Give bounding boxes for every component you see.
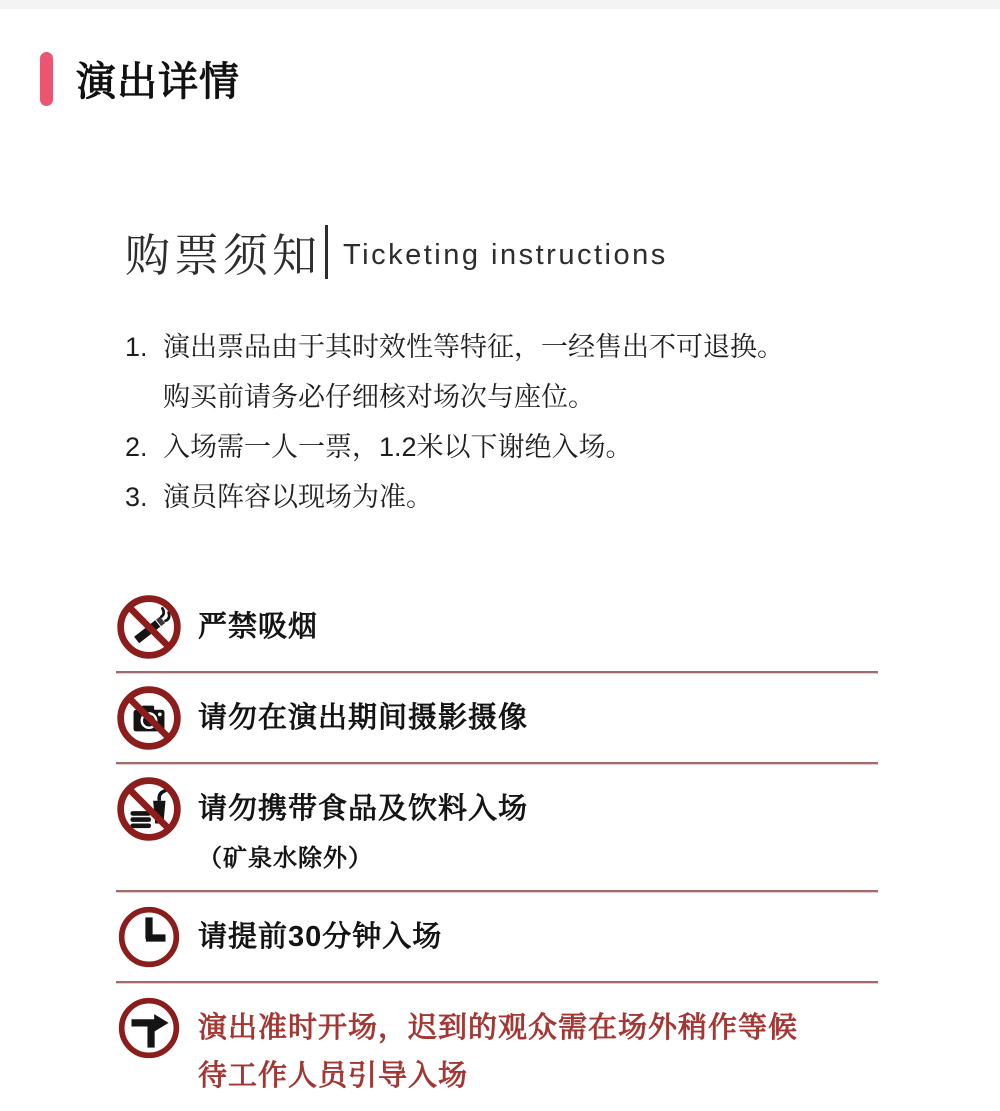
- page-header: [40, 50, 1000, 107]
- notice-list: [116, 582, 878, 1111]
- ticketing-instructions-section: [125, 219, 1000, 1111]
- rule-text: 入场需一人一票，1.2米以下谢绝入场。: [163, 432, 633, 462]
- notice-row-late-entry: [116, 983, 878, 1111]
- rule-text: 演出票品由于其时效性等特征，一经售出不可退换。: [163, 332, 784, 362]
- notice-row-no-smoking: [116, 582, 878, 673]
- notice-text: 请勿携带食品及饮料入场: [198, 793, 529, 825]
- accent-bar: [40, 52, 53, 106]
- no-smoking-icon: [116, 594, 182, 660]
- notice-row-no-camera: [116, 673, 878, 764]
- rules-list: [125, 322, 1000, 522]
- top-strip: [0, 0, 1000, 9]
- notice-text: 严禁吸烟: [198, 611, 319, 643]
- rule-number: 3.: [125, 482, 148, 512]
- rule-number: 1.: [125, 332, 148, 362]
- no-food-drink-icon: [116, 776, 182, 842]
- notice-text: 请勿在演出期间摄影摄像: [198, 702, 529, 734]
- notice-subtext: （矿泉水除外）: [198, 845, 373, 872]
- rule-item-3: [125, 472, 1000, 522]
- vertical-divider: [325, 225, 328, 279]
- section-title-cn: 购票须知: [125, 230, 322, 281]
- section-title-en: Ticketing instructions: [343, 239, 668, 271]
- rule-text: 购买前请务必仔细核对场次与座位。: [163, 382, 595, 412]
- rule-item-1: [125, 322, 1000, 422]
- notice-text: 待工作人员引导入场: [198, 1060, 469, 1092]
- rule-text: 演员阵容以现场为准。: [163, 482, 433, 512]
- rule-item-2: [125, 422, 1000, 472]
- notice-text: 请提前30分钟入场: [198, 921, 443, 953]
- rule-number: 2.: [125, 432, 148, 462]
- page-title: 演出详情: [76, 60, 240, 104]
- section-heading: [125, 219, 1000, 284]
- no-camera-icon: [116, 685, 182, 751]
- notice-row-no-food-drink: [116, 764, 878, 892]
- clock-icon: [116, 904, 182, 970]
- notice-row-arrive-early: [116, 892, 878, 983]
- late-entry-arrow-icon: [116, 995, 182, 1061]
- notice-text: 演出准时开场，迟到的观众需在场外稍作等候: [198, 1012, 799, 1044]
